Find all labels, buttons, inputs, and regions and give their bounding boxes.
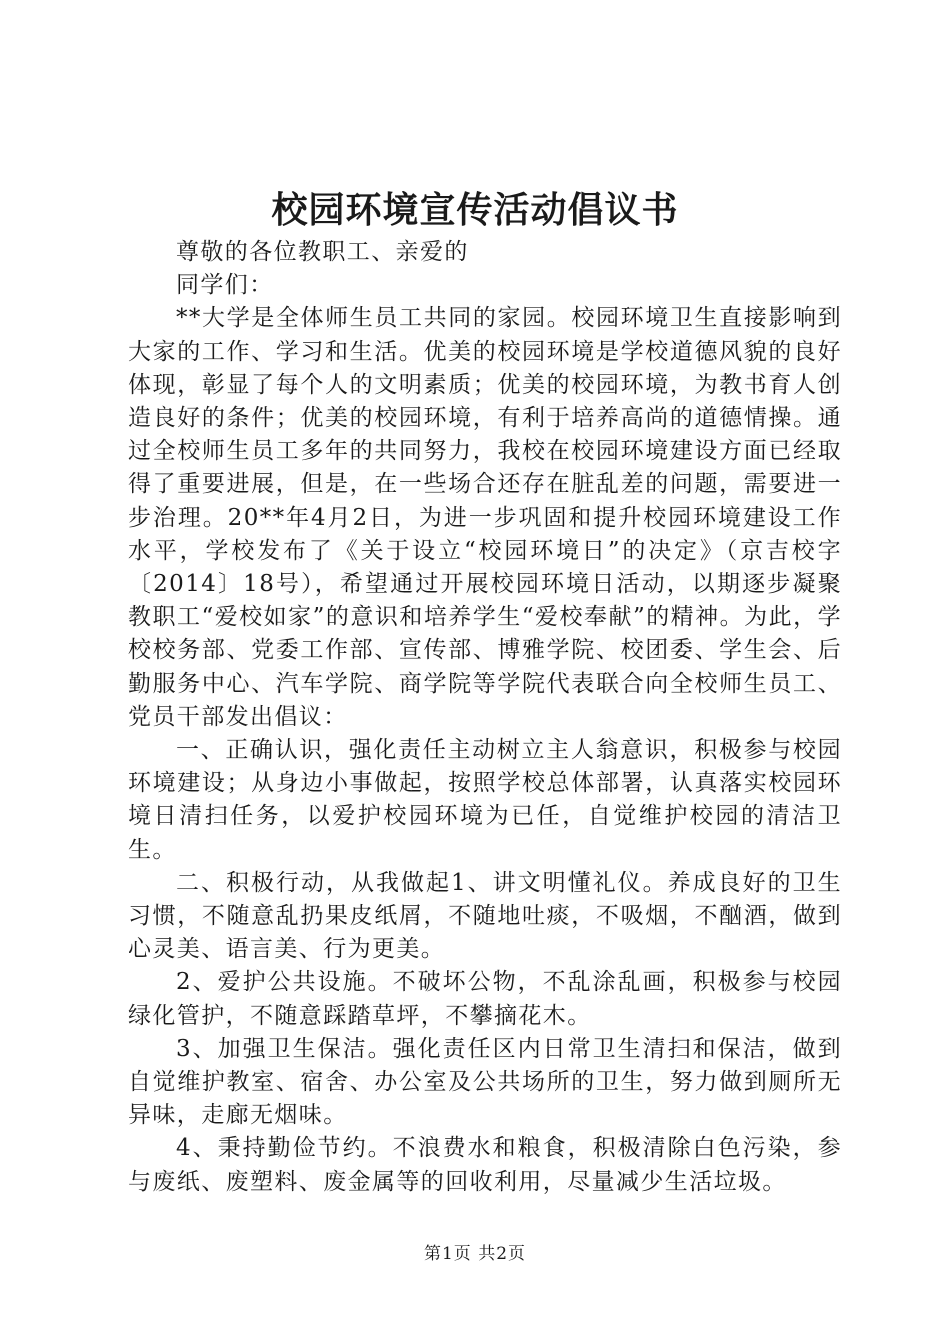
paragraph-item-4: 4、秉持勤俭节约。不浪费水和粮食，积极清除白色污染，参与废纸、废塑料、废金属等的回收利用，尽量减少生活垃圾。: [128, 1135, 842, 1195]
paragraph-intro: **大学是全体师生员工共同的家园。校园环境卫生直接影响到大家的工作、学习和生活。优美的校园环境是学校道德风貌的良好体现，彰显了每个人的文明素质；优美的校园环境，为教书育人创造良好的条件；优美的校园环境，有利于培养高尚的道德情操。通过全校师生员工多年的共同努力，我校在校园环境建设方面已经取得了重要进展，但是，在一些场合还存在脏乱差的问题，需要进一步治理。20**年4月2日，为进一步巩固和提升校园环境建设工作水平，学校发布了《关于设立“校园环境日”的决定》（京吉校字〔2014〕18号），希望通过开展校园环境日活动，以期逐步凝聚教职工“爱校如家”的意识和培养学生“爱校奉献”的精神。为此，学校校务部、党委工作部、宣传部、博雅学院、校团委、学生会、后勤服务中心、汽车学院、商学院等学院代表联合向全校师生员工、党员干部发出倡议：: [128, 305, 842, 730]
salutation-line-1: 尊敬的各位教职工、亲爱的: [176, 239, 469, 265]
salutation-line-2: 同学们：: [176, 272, 274, 299]
paragraph-point-1: 一、正确认识，强化责任主动树立主人翁意识，积极参与校园环境建设；从身边小事做起，按照学校总体部署，认真落实校园环境日清扫任务，以爱护校园环境为已任，自觉维护校园的清洁卫生。: [128, 737, 842, 863]
paragraph-item-3: 3、加强卫生保洁。强化责任区内日常卫生清扫和保洁，做到自觉维护教室、宿舍、办公室及公共场所的卫生，努力做到厕所无异味，走廊无烟味。: [128, 1035, 842, 1129]
document-body: [128, 236, 842, 1199]
paragraph-point-2: 二、积极行动，从我做起1、讲文明懂礼仪。养成良好的卫生习惯，不随意乱扔果皮纸屑，不随地吐痰，不吸烟，不酗酒，做到心灵美、语言美、行为更美。: [128, 869, 842, 963]
paragraph-item-2: 2、爱护公共设施。不破坏公物，不乱涂乱画，积极参与校园绿化管护，不随意踩踏草坪，不攀摘花木。: [128, 969, 842, 1029]
document-title: 校园环境宣传活动倡议书: [271, 189, 679, 231]
page-number-footer: 第1页 共2页: [423, 1244, 527, 1264]
